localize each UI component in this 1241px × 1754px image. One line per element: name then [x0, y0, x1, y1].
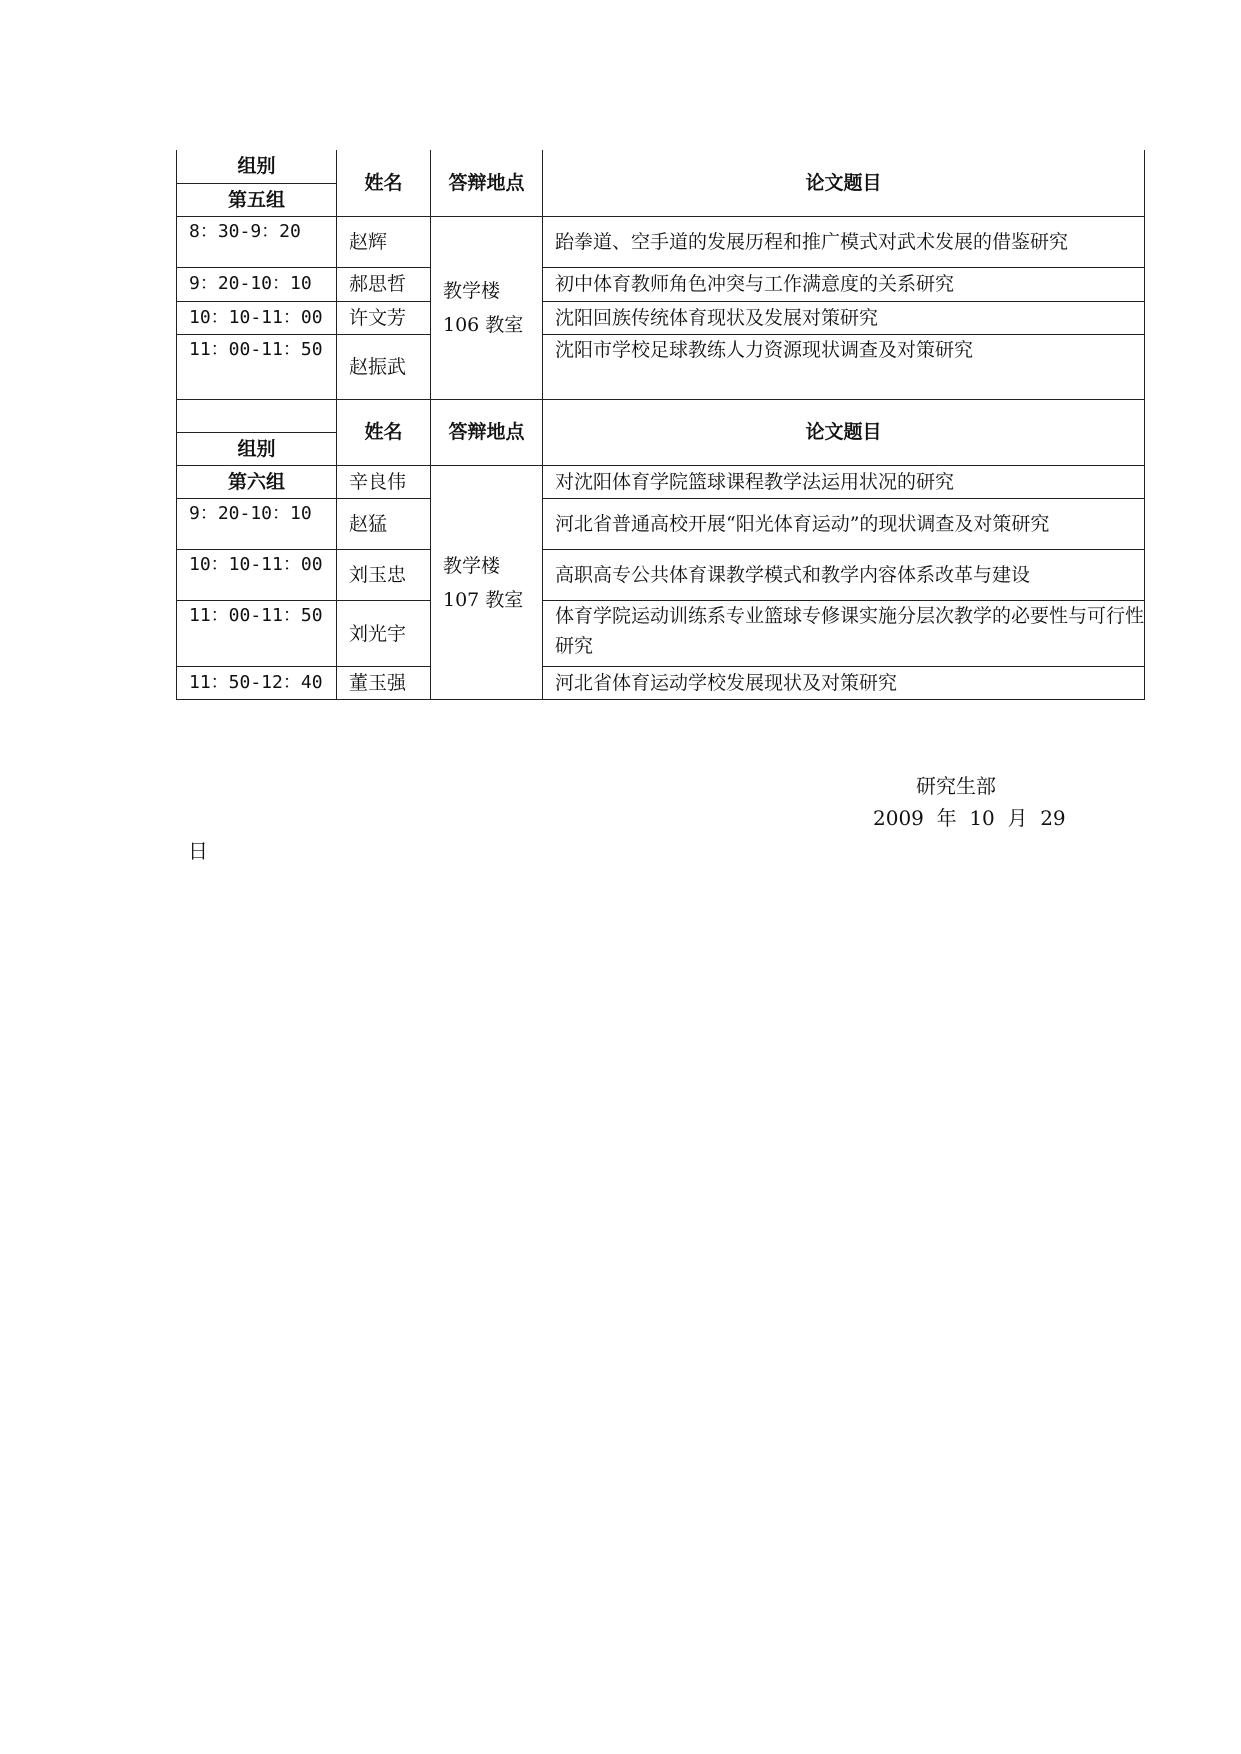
name-cell: 许文芳	[337, 301, 431, 334]
name-cell: 辛良伟	[337, 466, 431, 499]
title-cell: 体育学院运动训练系专业篮球专修课实施分层次教学的必要性与可行性研究	[543, 601, 1145, 667]
group-name: 第六组	[177, 466, 337, 499]
name-cell: 刘玉忠	[337, 550, 431, 601]
title-header: 论文题目	[543, 150, 1145, 216]
place-header: 答辩地点	[431, 150, 543, 216]
group6-table	[176, 400, 1145, 701]
time-cell: 9：20-10：10	[177, 499, 337, 550]
signoff-day: 日	[188, 839, 208, 863]
time-cell: 9：20-10：10	[177, 267, 337, 301]
time-cell: 11：00-11：50	[177, 334, 337, 399]
name-header: 姓名	[337, 400, 431, 466]
place-cell	[431, 216, 543, 399]
name-cell: 刘光宇	[337, 601, 431, 667]
time-cell: 11：50-12：40	[177, 667, 337, 700]
place-header: 答辩地点	[431, 400, 543, 466]
schedule-sheet	[176, 150, 1144, 700]
name-cell: 董玉强	[337, 667, 431, 700]
title-cell: 沈阳市学校足球教练人力资源现状调查及对策研究	[543, 334, 1145, 399]
title-cell: 高职高专公共体育课教学模式和教学内容体系改革与建设	[543, 550, 1145, 601]
place-room: 107 教室	[443, 588, 524, 611]
group5-table	[176, 150, 1145, 400]
time-cell: 10：10-11：00	[177, 550, 337, 601]
group-label-header: 组别	[177, 150, 337, 183]
place-cell	[431, 466, 543, 700]
name-cell: 赵猛	[337, 499, 431, 550]
signoff-department: 研究生部	[916, 774, 996, 798]
time-cell: 8：30-9：20	[177, 216, 337, 267]
name-header: 姓名	[337, 150, 431, 216]
title-cell: 对沈阳体育学院篮球课程教学法运用状况的研究	[543, 466, 1145, 499]
title-cell: 沈阳回族传统体育现状及发展对策研究	[543, 301, 1145, 334]
title-cell: 河北省普通高校开展“阳光体育运动”的现状调查及对策研究	[543, 499, 1145, 550]
name-cell: 赵辉	[337, 216, 431, 267]
group-name: 第五组	[177, 183, 337, 216]
title-cell: 河北省体育运动学校发展现状及对策研究	[543, 667, 1145, 700]
group-label-header: 组别	[177, 433, 337, 466]
title-cell: 初中体育教师角色冲突与工作满意度的关系研究	[543, 267, 1145, 301]
time-cell: 11：00-11：50	[177, 601, 337, 667]
name-cell: 赵振武	[337, 334, 431, 399]
place-room: 106 教室	[443, 313, 524, 336]
place-building: 教学楼	[443, 554, 501, 577]
signoff-date: 2009 年 10 月 29	[873, 806, 1066, 830]
place-building: 教学楼	[443, 279, 501, 302]
name-cell: 郝思哲	[337, 267, 431, 301]
group-label-blank	[177, 400, 337, 433]
time-cell: 10：10-11：00	[177, 301, 337, 334]
title-header: 论文题目	[543, 400, 1145, 466]
title-cell: 跆拳道、空手道的发展历程和推广模式对武术发展的借鉴研究	[543, 216, 1145, 267]
